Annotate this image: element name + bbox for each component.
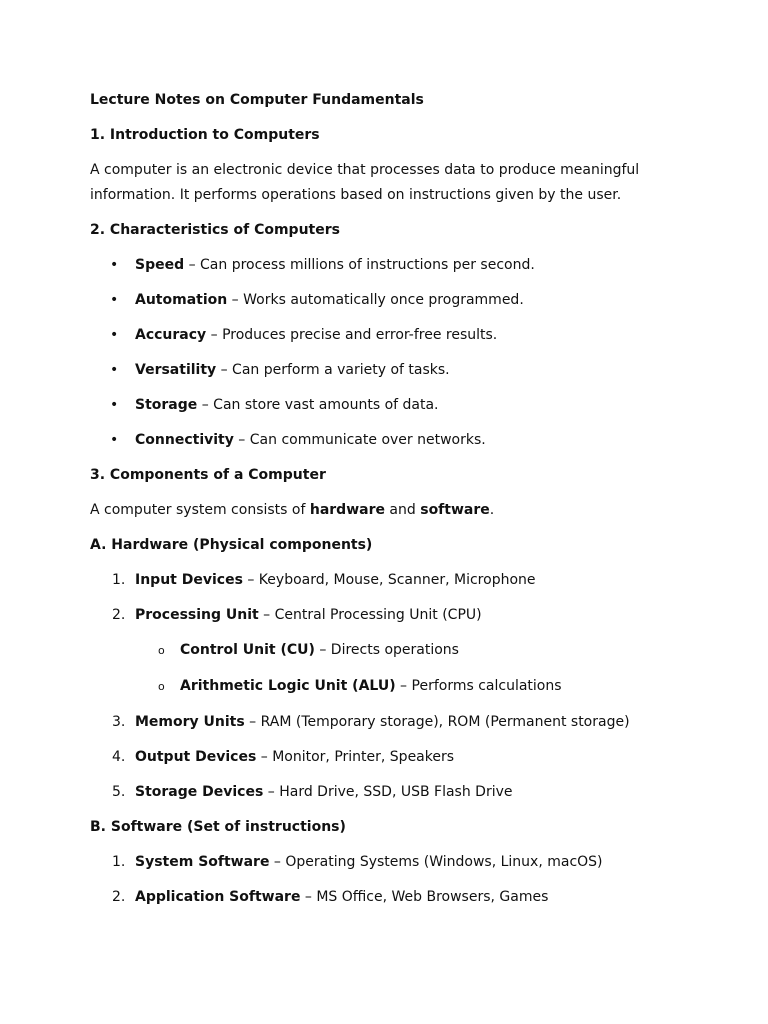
- list-item: • Accuracy – Produces precise and error-free results.: [90, 323, 690, 358]
- sub-list-item: o Control Unit (CU) – Directs operations: [90, 638, 690, 674]
- document-page: [90, 88, 690, 920]
- subheading-hardware: A. Hardware (Physical components): [90, 537, 373, 553]
- subheading-software: B. Software (Set of instructions): [90, 819, 346, 835]
- circle-bullet-icon: o: [158, 680, 165, 693]
- bullet-icon: •: [110, 292, 119, 308]
- section-heading-components: 3. Components of a Computer: [90, 467, 326, 483]
- bullet-icon: •: [110, 397, 119, 413]
- section-heading-characteristics: 2. Characteristics of Computers: [90, 222, 340, 238]
- list-number: 5.: [112, 784, 126, 800]
- list-number: 2.: [112, 889, 126, 905]
- bullet-icon: •: [110, 327, 119, 343]
- list-number: 1.: [112, 854, 126, 870]
- list-number: 3.: [112, 714, 126, 730]
- bullet-icon: •: [110, 362, 119, 378]
- software-list: [90, 850, 690, 920]
- list-item: • Automation – Works automatically once programmed.: [90, 288, 690, 323]
- bullet-icon: •: [110, 432, 119, 448]
- list-item: 1. System Software – Operating Systems (Windows, Linux, macOS): [90, 850, 690, 885]
- introduction-paragraph: [90, 158, 690, 208]
- list-number: 1.: [112, 572, 126, 588]
- list-item: 2. Application Software – MS Office, Web Browsers, Games: [90, 885, 690, 920]
- list-item: 1. Input Devices – Keyboard, Mouse, Scanner, Microphone: [90, 568, 690, 603]
- circle-bullet-icon: o: [158, 644, 165, 657]
- components-intro: A computer system consists of hardware and software.: [90, 502, 495, 518]
- list-item: • Storage – Can store vast amounts of data.: [90, 393, 690, 428]
- list-item: 2. Processing Unit – Central Processing Unit (CPU): [90, 603, 690, 638]
- characteristics-list: [90, 253, 690, 463]
- paragraph-line: A computer is an electronic device that processes data to produce meaningful: [90, 162, 640, 178]
- list-item: 5. Storage Devices – Hard Drive, SSD, USB Flash Drive: [90, 780, 690, 815]
- paragraph-line: information. It performs operations based on instructions given by the user.: [90, 187, 622, 203]
- list-item: • Speed – Can process millions of instructions per second.: [90, 253, 690, 288]
- list-item: • Versatility – Can perform a variety of tasks.: [90, 358, 690, 393]
- list-item: • Connectivity – Can communicate over networks.: [90, 428, 690, 463]
- hardware-list: [90, 568, 690, 815]
- section-heading-introduction: 1. Introduction to Computers: [90, 127, 320, 143]
- list-number: 2.: [112, 607, 126, 623]
- list-item: 4. Output Devices – Monitor, Printer, Speakers: [90, 745, 690, 780]
- bullet-icon: •: [110, 257, 119, 273]
- document-title: Lecture Notes on Computer Fundamentals: [90, 92, 424, 108]
- list-number: 4.: [112, 749, 126, 765]
- sub-list-item: o Arithmetic Logic Unit (ALU) – Performs calculations: [90, 674, 690, 710]
- list-item: 3. Memory Units – RAM (Temporary storage), ROM (Permanent storage): [90, 710, 690, 745]
